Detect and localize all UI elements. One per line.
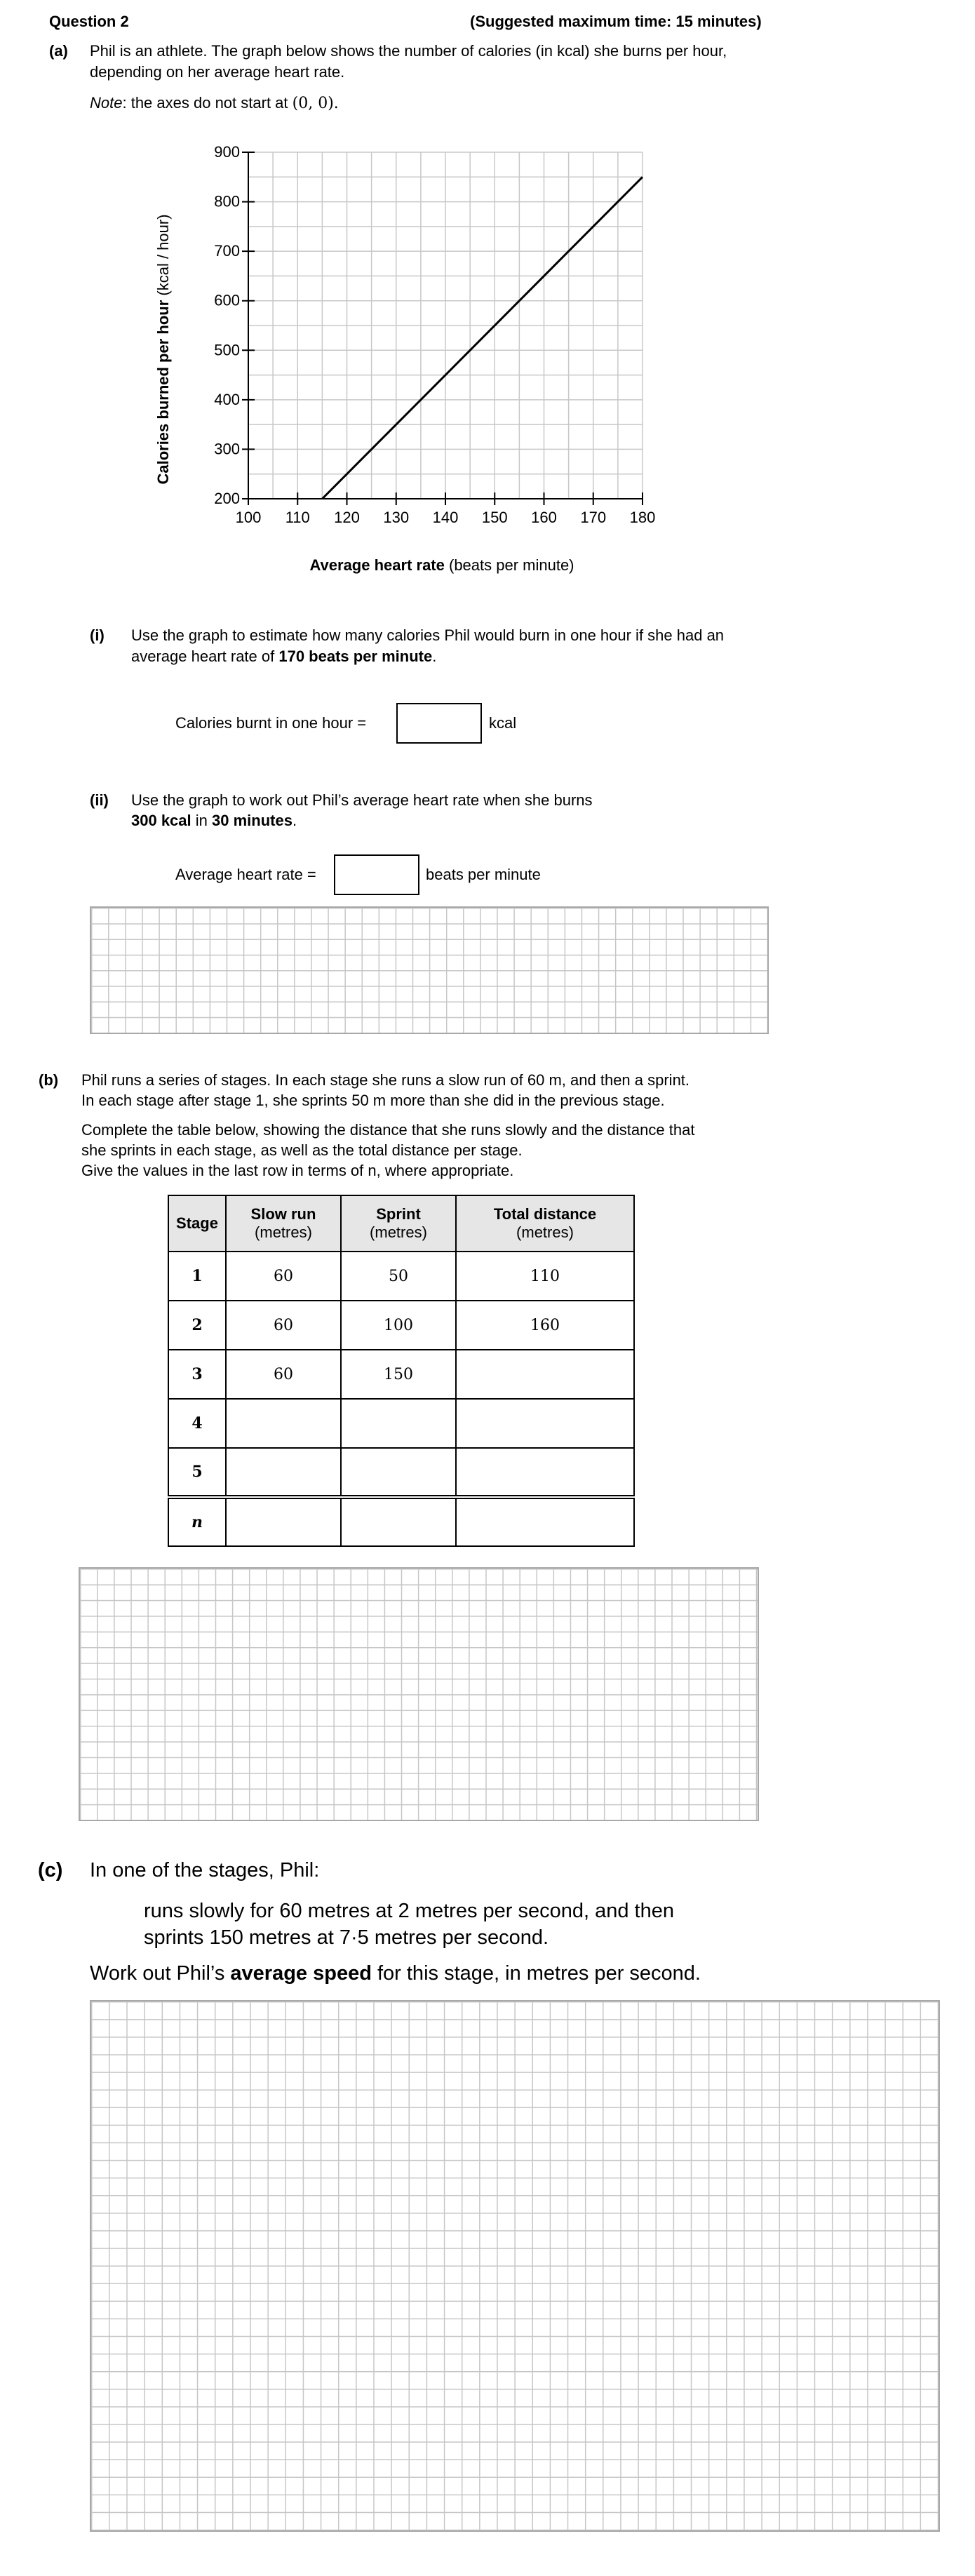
sub-i-line-2-pre: average heart rate of (131, 648, 279, 665)
note-math: (0, 0). (292, 95, 339, 112)
part-b-line-5: Give the values in the last row in terms of n, where appropriate. (81, 1162, 514, 1179)
table-header-row (168, 1195, 634, 1252)
x-axis-label-bold: Average heart rate (309, 556, 445, 574)
calories-answer-label: Calories burnt in one hour = (175, 714, 367, 732)
table-row (168, 1301, 634, 1350)
part-c-task-bold: average speed (230, 1962, 372, 1985)
x-tick-label: 150 (481, 509, 508, 526)
part-b-line-4: she sprints in each stage, as well as the total distance per stage. (81, 1141, 523, 1159)
working-grid-b[interactable] (79, 1567, 759, 1821)
header-sprint: Sprint (metres) (341, 1195, 456, 1252)
total-cell-answer[interactable] (456, 1448, 634, 1497)
y-axis-label-bold: Calories burned per hour (154, 300, 172, 485)
y-tick-label: 700 (214, 242, 240, 260)
y-tick-label: 200 (214, 490, 240, 507)
sprint-cell-answer[interactable] (341, 1399, 456, 1448)
total-cell-answer[interactable] (456, 1350, 634, 1399)
stage-cell: 5 (168, 1448, 226, 1497)
sub-ii-label: (ii) (90, 791, 109, 809)
x-tick-label: 160 (531, 509, 557, 526)
slow-run-cell: 60 (226, 1301, 341, 1350)
sprint-cell: 100 (341, 1301, 456, 1350)
chart-lines (322, 177, 643, 499)
part-b-line-1: Phil runs a series of stages. In each stage she runs a slow run of 60 m, and then a sprint. (81, 1071, 690, 1089)
sub-ii-line-1: Use the graph to work out Phil’s average heart rate when she burns (131, 791, 593, 809)
part-c-line-1: runs slowly for 60 metres at 2 metres per second, and then (144, 1900, 674, 1922)
calories-answer-box[interactable] (396, 703, 482, 744)
x-tick-label: 130 (383, 509, 410, 526)
sprint-cell: 50 (341, 1252, 456, 1301)
sub-ii-post: . (292, 812, 297, 829)
table-row (168, 1252, 634, 1301)
chart-grid (248, 152, 643, 499)
sub-i-line-1: Use the graph to estimate how many calories Phil would burn in one hour if she had an (131, 626, 725, 644)
y-tick-label: 600 (214, 291, 240, 309)
working-grid-a[interactable] (90, 906, 769, 1034)
y-tick-label: 800 (214, 192, 240, 210)
stage-cell: 2 (168, 1301, 226, 1350)
x-tick-label: 110 (285, 509, 310, 526)
part-a-intro-2: depending on her average heart rate. (90, 63, 345, 81)
part-a-intro-1: Phil is an athlete. The graph below shows the number of calories (in kcal) she burns per hour, (90, 42, 727, 60)
note-text: : the axes do not start at (122, 94, 292, 112)
stage-cell-n: n (168, 1497, 226, 1546)
total-cell: 160 (456, 1301, 634, 1350)
part-c-line-2: sprints 150 metres at 7·5 metres per second. (144, 1926, 549, 1949)
total-cell-answer[interactable] (456, 1399, 634, 1448)
x-tick-label: 140 (432, 509, 459, 526)
y-tick-label: 500 (214, 341, 240, 359)
x-tick-label: 170 (580, 509, 607, 526)
x-axis-label (0, 556, 884, 575)
total-cell-answer[interactable] (456, 1497, 634, 1546)
part-c-task-post: for this stage, in metres per second. (371, 1962, 701, 1985)
chart-axes (242, 152, 643, 505)
heart-rate-answer-unit: beats per minute (426, 866, 541, 883)
part-b-line-3: Complete the table below, showing the distance that she runs slowly and the distance that (81, 1121, 695, 1139)
table-row (168, 1497, 634, 1546)
sub-ii-mid: in (191, 812, 212, 829)
part-c-task-pre: Work out Phil’s (90, 1962, 231, 1985)
header-total: Total distance (metres) (456, 1195, 634, 1252)
sub-ii-line-2 (131, 812, 297, 830)
total-cell: 110 (456, 1252, 634, 1301)
calories-answer-unit: kcal (489, 714, 517, 732)
stage-cell: 3 (168, 1350, 226, 1399)
part-c-label: (c) (38, 1859, 63, 1881)
working-grid-c[interactable] (90, 2000, 940, 2532)
slow-run-cell: 60 (226, 1350, 341, 1399)
x-tick-label: 100 (235, 509, 262, 526)
note-label: Note (90, 94, 123, 112)
slow-run-cell-answer[interactable] (226, 1399, 341, 1448)
stage-cell: 4 (168, 1399, 226, 1448)
part-b-label: (b) (39, 1071, 59, 1089)
table-row (168, 1350, 634, 1399)
calories-heart-rate-chart (0, 0, 975, 603)
sprint-cell: 150 (341, 1350, 456, 1399)
y-tick-label: 900 (214, 143, 240, 161)
stage-cell: 1 (168, 1252, 226, 1301)
y-tick-label: 400 (214, 390, 240, 408)
slow-run-cell: 60 (226, 1252, 341, 1301)
part-a-label: (a) (49, 42, 68, 60)
x-tick-label: 120 (334, 509, 360, 526)
sub-i-line-2 (131, 648, 436, 666)
y-tick-label: 300 (214, 440, 240, 458)
stages-table (168, 1195, 635, 1547)
x-tick-label: 180 (629, 509, 656, 526)
question-title: Question 2 (49, 13, 129, 30)
chart-labels (214, 143, 655, 526)
part-b-line-2: In each stage after stage 1, she sprints 50 m more than she did in the previous stage. (81, 1092, 665, 1109)
sprint-cell-answer[interactable] (341, 1448, 456, 1497)
part-c-intro: In one of the stages, Phil: (90, 1859, 320, 1881)
sub-ii-bold-2: 30 minutes (212, 812, 292, 829)
table-row (168, 1399, 634, 1448)
part-c-task (90, 1962, 701, 1985)
sprint-cell-answer[interactable] (341, 1497, 456, 1546)
y-axis-label-rest: (kcal / hour) (154, 214, 172, 300)
header-stage: Stage (168, 1195, 226, 1252)
x-axis-label-rest: (beats per minute) (444, 556, 574, 574)
y-axis-label (154, 214, 172, 484)
heart-rate-answer-box[interactable] (334, 854, 419, 895)
table-row (168, 1448, 634, 1497)
slow-run-cell-answer[interactable] (226, 1448, 341, 1497)
sub-i-label: (i) (90, 626, 105, 644)
slow-run-cell-answer[interactable] (226, 1497, 341, 1546)
suggested-time: (Suggested maximum time: 15 minutes) (470, 13, 762, 30)
data-line (322, 177, 643, 499)
header-slow-run: Slow run (metres) (226, 1195, 341, 1252)
sub-i-line-2-bold: 170 beats per minute (278, 648, 433, 665)
sub-ii-bold-1: 300 kcal (131, 812, 191, 829)
sub-i-line-2-post: . (432, 648, 437, 665)
heart-rate-answer-label: Average heart rate = (175, 866, 316, 883)
